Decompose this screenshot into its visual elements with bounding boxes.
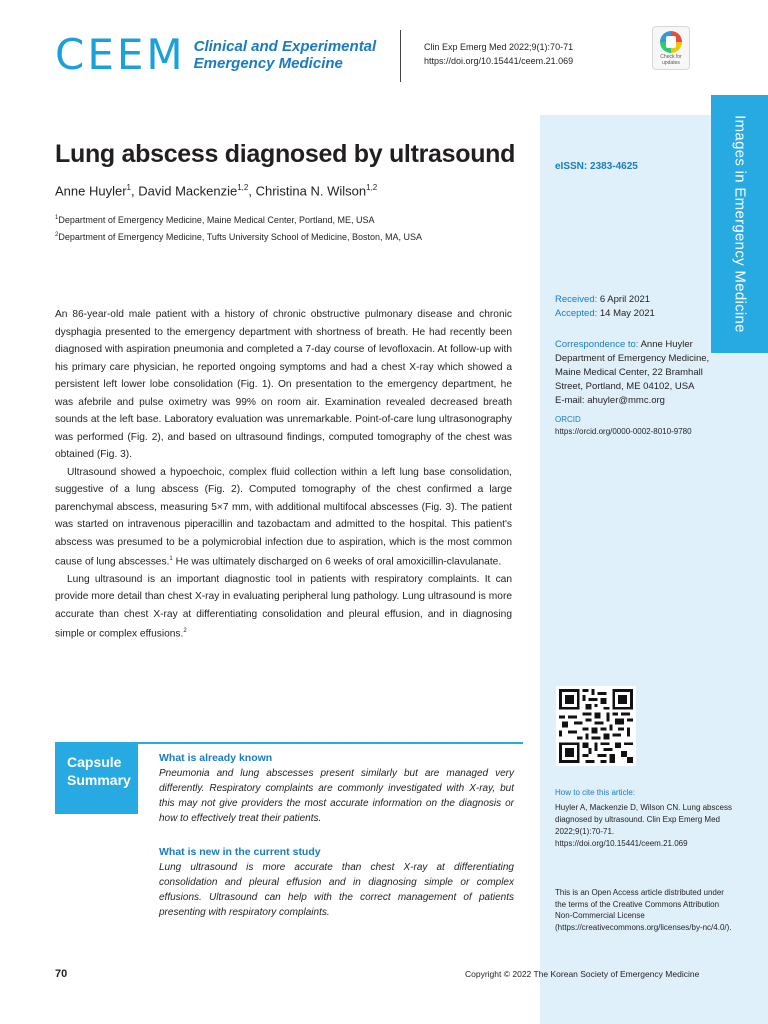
capsule-summary-tab — [55, 744, 138, 814]
body-paragraph-text: Lung ultrasound is an important diagnostic tool in patients with respiratory complaints. It can provide more detail than chest X-ray in evaluating peripheral lung pathology. Lung ultrasound is more accurate than chest X-ray at differentiating consolidation and pleural effusion, and in diagnosing simple or complex effusions. — [55, 573, 512, 640]
capsule-summary — [55, 742, 523, 938]
author-affiliation: 1,2 — [237, 183, 249, 192]
body-paragraph — [55, 571, 512, 643]
received-value: 6 April 2021 — [597, 294, 651, 305]
correspondence-name: Anne Huyler — [638, 339, 693, 350]
page-number: 70 — [55, 968, 68, 980]
citation-line: Clin Exp Emerg Med 2022;9(1):70-71 — [424, 42, 574, 52]
capsule-new — [159, 846, 514, 920]
eissn: eISSN: 2383-4625 — [555, 161, 638, 172]
qr-code — [556, 686, 636, 766]
affiliation — [55, 211, 422, 228]
check-updates-line2: updates — [662, 60, 680, 66]
affiliation-number: 1 — [55, 215, 59, 221]
article-title: Lung abscess diagnosed by ultrasound — [55, 140, 516, 168]
journal-name-line1: Clinical and Experimental — [193, 38, 377, 55]
author-affiliation: 1,2 — [366, 183, 378, 192]
correspondence-line: Department of Emergency Medicine, — [555, 353, 710, 364]
author-affiliation: 1 — [126, 183, 131, 192]
qr-code-icon — [559, 689, 633, 763]
reference-marker[interactable]: 1 — [169, 556, 173, 562]
journal-logo — [55, 30, 377, 79]
how-to-cite-text: Huyler A, Mackenzie D, Wilson CN. Lung abscess diagnosed by ultrasound. Clin Exp Emerg Med 2022;9(1):70-71. https://doi.org/10.15441/ceem.21.069 — [555, 803, 732, 848]
correspondence — [555, 338, 745, 408]
correspondence-line: Street, Portland, ME 04102, USA — [555, 381, 695, 392]
orcid-link[interactable]: https://orcid.org/0000-0002-8010-9780 — [555, 427, 692, 436]
affiliation-text: Department of Emergency Medicine, Tufts University School of Medicine, Boston, MA, USA — [58, 232, 422, 242]
author-name: Anne Huyler — [55, 183, 127, 199]
journal-name-line2: Emergency Medicine — [193, 55, 343, 72]
capsule-known — [159, 752, 514, 826]
author-name: Christina N. Wilson — [255, 183, 367, 199]
journal-name — [194, 38, 377, 72]
affiliations — [55, 211, 422, 245]
capsule-known-text: Pneumonia and lung abscesses present similarly but are managed very differently. Respiratory complaints are commonly investigated with X-ray, but this may not give providers the most accurate information on the diagnosis or how to effectively treat their patients. — [159, 768, 514, 824]
body-paragraph — [55, 306, 512, 464]
capsule-new-heading: What is new in the current study — [159, 846, 321, 858]
section-tab — [711, 95, 768, 353]
license-text: This is an Open Access article distributed under the terms of the Creative Commons Attribution Non-Commercial License (https://creativecommons.org/licenses/by-nc/4.0/). — [555, 888, 732, 932]
capsule-new-text: Lung ultrasound is more accurate than chest X-ray at differentiating consolidation and pleural effusion and in diagnosing simple or complex effusions. Ultrasound can help with the correct management of patients presenting with respiratory complaints. — [159, 862, 514, 918]
body-paragraph-text: An 86-year-old male patient with a history of chronic obstructive pulmonary disease and chronic dysphagia presented to the emergency department with shortness of breath. He had recently been diagnosed with aspiration pneumonia and completed a 7-day course of levofloxacin. At follow-up with his primary care physician, he reported ongoing symptoms and had a chest X-ray which showed a persistent left lower lobe consolidation (Fig. 1). On presentation to the emergency department, he was afebrile and pulse oximetry was 99% on room air. Examination revealed decreased breath sounds at the left base. Laboratory evaluation was unremarkable. Point-of-care lung ultrasonography was performed (Fig. 2), and based on ultrasound findings, computed tomography of the chest was obtained (Fig. 3). — [55, 309, 512, 460]
article-dates — [555, 293, 655, 321]
capsule-tab-line1: Capsule — [67, 754, 122, 770]
header-divider — [400, 30, 401, 82]
capsule-tab-line2: Summary — [67, 772, 131, 788]
affiliation-number: 2 — [55, 232, 59, 238]
body-paragraph-text: Ultrasound showed a hypoechoic, complex fluid collection within a left lung base consolidation, suggestive of a lung abscess (Fig. 2). Computed tomography of the chest confirmed a large parenchymal abscess, measuring 5×7 mm, with additional multifocal abscesses (Fig. 3). The patient was started on intravenous piperacillin and tazobactam and admitted to the hospital. This patient's abscess was presumed to be a polymicrobial infection due to aspiration, which is the most common cause of lung abscesses. — [55, 466, 512, 568]
body-paragraph — [55, 464, 512, 571]
capsule-known-heading: What is already known — [159, 752, 273, 764]
logo-mark: CEEM — [55, 30, 186, 79]
how-to-cite — [555, 787, 735, 850]
header-citation — [424, 40, 573, 68]
received-label: Received: — [555, 294, 598, 305]
accepted-value: 14 May 2021 — [597, 308, 655, 319]
body-paragraph-text: He was ultimately discharged on 6 weeks of oral amoxicillin-clavulanate. — [172, 556, 502, 568]
author-list: Anne Huyler$^1$, David Mackenzie$^{1,2}$, Christina N. Wilson$^{1,2}$ — [55, 183, 378, 199]
how-to-cite-label: How to cite this article: — [555, 788, 636, 797]
affiliation-text: Department of Emergency Medicine, Maine Medical Center, Portland, ME, USA — [58, 215, 375, 225]
author-name: David Mackenzie — [138, 183, 238, 199]
correspondence-label: Correspondence to: — [555, 339, 639, 350]
orcid-label: ORCID — [555, 415, 581, 424]
check-for-updates-badge[interactable] — [652, 26, 690, 70]
orcid — [555, 414, 692, 438]
check-for-updates-icon — [660, 31, 682, 53]
check-updates-line1: Check for — [660, 54, 682, 60]
reference-marker[interactable]: 2 — [183, 628, 187, 635]
article-body — [55, 306, 512, 643]
section-tab-label: Images in Emergency Medicine — [731, 115, 748, 333]
affiliation — [55, 228, 422, 245]
copyright: Copyright © 2022 The Korean Society of Emergency Medicine — [465, 969, 700, 979]
doi-link[interactable]: https://doi.org/10.15441/ceem.21.069 — [424, 56, 574, 66]
accepted-label: Accepted: — [555, 308, 598, 319]
correspondence-line: Maine Medical Center, 22 Bramhall — [555, 367, 703, 378]
correspondence-email[interactable]: E-mail: ahuyler@mmc.org — [555, 395, 665, 406]
